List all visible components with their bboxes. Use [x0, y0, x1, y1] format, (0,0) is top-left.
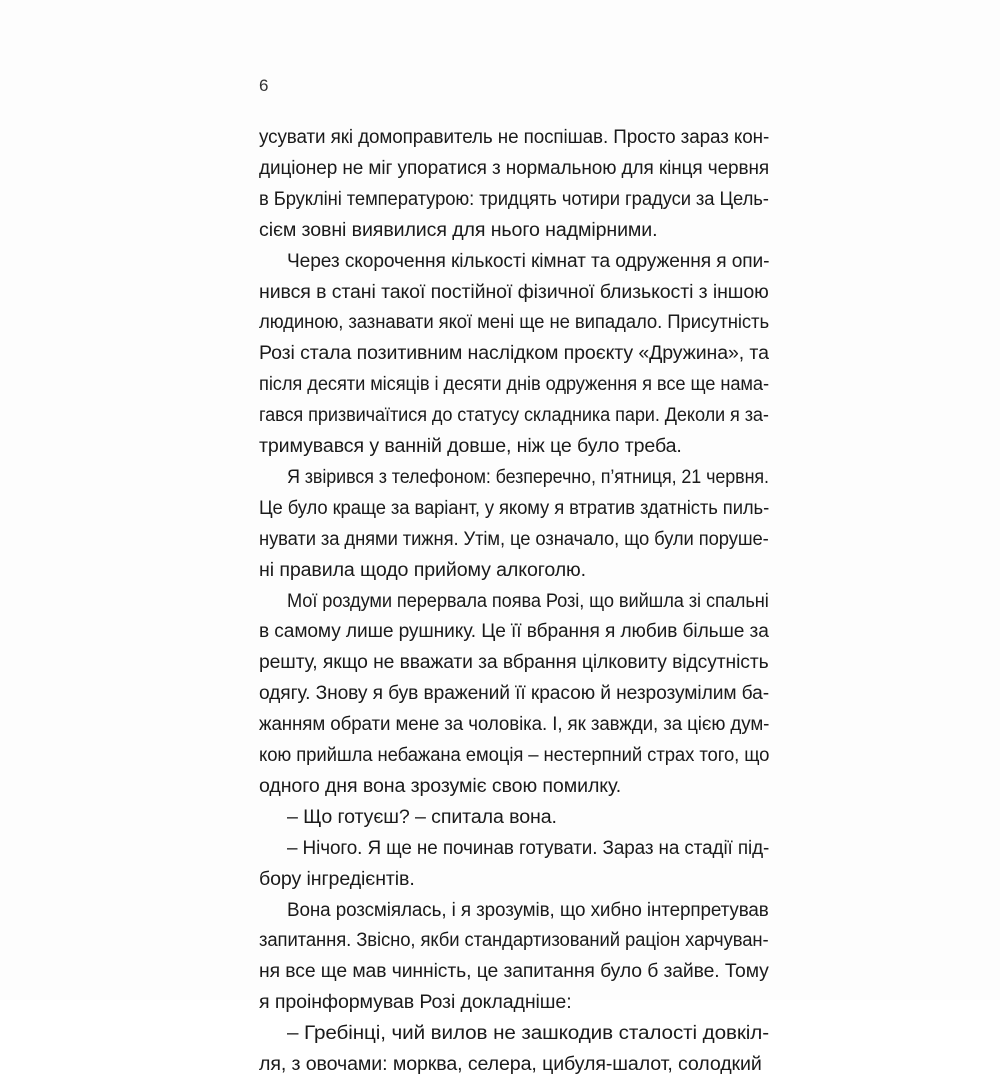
text-line: ня все ще мав чинність, це запитання було б зайве. Тому: [259, 960, 769, 983]
text-line: запитання. Звісно, якби стандартизований раціон харчуван-: [259, 929, 769, 952]
text-line: Через скорочення кількості кімнат та одруження я опи-: [287, 249, 770, 272]
text-line: в самому лише рушнику. Це її вбрання я любив більше за: [259, 620, 769, 643]
text-line: ля, з овочами: морква, селера, цибуля-шалот, солодкий: [259, 1053, 762, 1075]
text-line: бору інгредієнтів.: [259, 867, 415, 890]
text-line: жанням обрати мене за чоловіка. І, як завжди, за цією дум-: [259, 713, 770, 736]
text-line: кою прийшла небажана емоція – нестерпний страх того, що: [259, 744, 770, 766]
page-number: 6: [259, 76, 269, 95]
text-line: людиною, зазнавати якої мені ще не випадало. Присутність: [259, 311, 770, 334]
text-line: – Нічого. Я ще не починав готувати. Зараз на стадії під-: [287, 836, 770, 859]
text-line: Я звірився з телефоном: безперечно, п’ятниця, 21 червня.: [287, 465, 769, 488]
text-line: Мої роздуми перервала поява Розі, що вийшла зі спальні: [287, 589, 769, 612]
text-line: сієм зовні виявилися для нього надмірними.: [259, 218, 658, 241]
text-line: Вона розсміялась, і я зрозумів, що хибно інтерпретував: [287, 898, 769, 921]
text-line: одного дня вона зрозуміє свою помилку.: [259, 774, 622, 797]
text-line: ні правила щодо прийому алкоголю.: [259, 558, 586, 581]
text-line: усувати які домоправитель не поспішав. Просто зараз кон-: [259, 126, 770, 148]
text-line: Розі стала позитивним наслідком проєкту «Дружина», та: [259, 342, 769, 365]
text-line: нився в стані такої постійної фізичної близькості з іншою: [259, 280, 769, 303]
text-line: я проінформував Розі докладніше:: [259, 991, 572, 1014]
text-line: після десяти місяців і десяти днів одруження я все ще нама-: [259, 373, 769, 396]
text-line: гався призвичаїтися до статусу складника пари. Деколи я за-: [259, 404, 769, 427]
text-line: диціонер не міг упоратися з нормальною для кінця червня: [259, 156, 770, 179]
text-line: нувати за днями тижня. Утім, це означало, що були поруше-: [259, 527, 769, 550]
text-line: тримувався у ванній довше, ніж це було треба.: [259, 435, 682, 457]
text-line: – Що готуєш? – спитала вона.: [287, 805, 557, 828]
text-line: одягу. Знову я був вражений її красою й незрозумілим ба-: [259, 682, 770, 705]
text-line: – Гребінці, чий вилов не зашкодив сталості довкіл-: [287, 1022, 770, 1045]
text-line: Це було краще за варіант, у якому я втратив здатність пиль-: [259, 496, 770, 519]
text-line: в Брукліні температурою: тридцять чотири градуси за Цель-: [259, 187, 769, 210]
text-line: решту, якщо не вважати за вбрання цілковиту відсутність: [259, 651, 769, 674]
